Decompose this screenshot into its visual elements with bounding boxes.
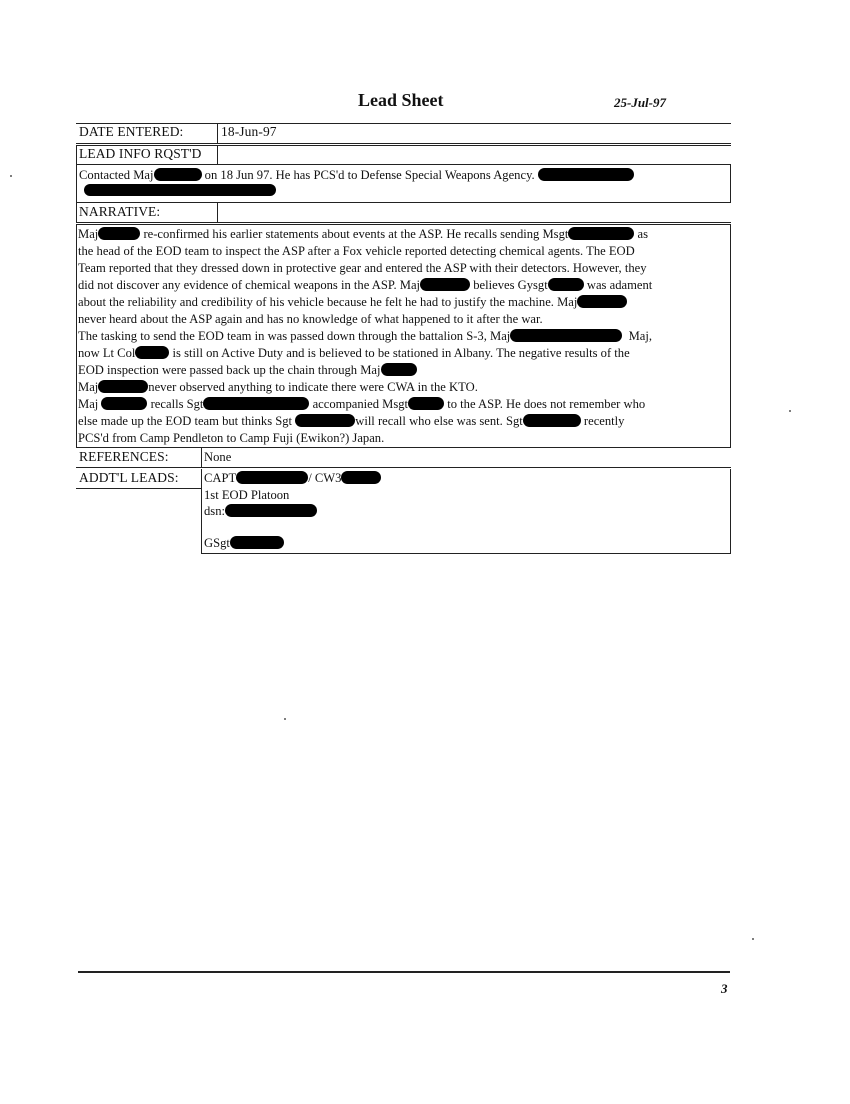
narrative-line: the head of the EOD team to inspect the ASP after a Fox vehicle reported detecting chemical agents. The EOD [78,244,635,258]
rule [76,467,731,468]
lead-info-text-2: on 18 Jun 97. He has PCS'd to Defense Special Weapons Agency. [204,168,535,182]
redaction [98,227,140,240]
redaction [101,397,147,410]
redaction [135,346,169,359]
narrative-line: never heard about the ASP again and has no knowledge of what happened to it after the war. [78,312,543,326]
narrative-text: as [637,227,649,241]
date-entered-value: 18-Jun-97 [221,124,277,139]
narrative-text: to the ASP. He does not remember who [447,397,646,411]
lead-info-text [79,167,634,184]
rule [730,469,731,554]
references-label: REFERENCES: [79,449,169,464]
redaction [84,184,276,196]
date-entered-label: DATE ENTERED: [79,124,184,139]
narrative-text: re-confirmed his earlier statements about events at the ASP. He recalls sending Msgt [143,227,569,241]
narrative-text: about the reliability and credibility of his vehicle because he felt he had to justify the machine. Maj [78,295,578,309]
narrative-line [78,413,624,430]
lead-text: / CW3 [308,471,342,485]
narrative-text: will recall who else was sent. Sgt [355,414,523,428]
narrative-text: Maj [78,397,99,411]
narrative-text: believes Gysgt [473,278,548,292]
narrative-text: is still on Active Duty and is believed to be stationed in Albany. The negative results of the [172,346,630,360]
redaction [341,471,381,484]
narrative-text: was adament [586,278,653,292]
redaction [225,504,317,517]
narrative-line [78,379,478,396]
narrative-line: Team reported that they dressed down in protective gear and entered the ASP with their detectors. However, they [78,261,647,275]
scan-speck [284,718,286,720]
redaction [548,278,584,291]
rule [730,224,731,447]
redaction [230,536,284,549]
redaction [98,380,148,393]
page-title: Lead Sheet [358,90,444,110]
lead-line [204,535,284,552]
scan-speck [789,410,791,412]
rule [76,145,77,164]
redaction [154,168,202,181]
lead-line [204,470,381,487]
rule [201,553,731,554]
narrative-text: did not discover any evidence of chemical weapons in the ASP. Maj [78,278,421,292]
lead-info-label: LEAD INFO RQST'D [79,146,202,161]
narrative-label: NARRATIVE: [79,204,161,219]
narrative-text: now Lt Col [78,346,136,360]
rule [76,222,731,223]
lead-line [204,503,317,520]
narrative-text: never observed anything to indicate there were CWA in the KTO. [148,380,478,394]
rule [76,488,202,489]
rule [201,447,202,468]
narrative-text: Maj, [628,329,653,343]
narrative-line [78,277,652,294]
narrative-text: recently [583,414,625,428]
rule [76,164,77,202]
redaction [538,168,634,181]
narrative-text: EOD inspection were passed back up the chain through Maj [78,363,381,377]
redaction [577,295,627,308]
rule [76,164,731,165]
scan-speck [10,175,12,177]
lead-line: 1st EOD Platoon [204,488,290,502]
rule [76,143,731,144]
narrative-line [78,362,417,379]
redaction [523,414,581,427]
lead-info-text-1: Contacted Maj [79,168,154,182]
rule [217,202,218,222]
narrative-text: Maj [78,227,99,241]
narrative-text: else made up the EOD team but thinks Sgt [78,414,293,428]
rule [201,469,202,554]
rule [76,447,731,448]
narrative-line [78,345,630,362]
lead-text: dsn: [204,504,225,518]
narrative-text: accompanied Msgt [312,397,409,411]
redaction [236,471,308,484]
lead-text: CAPT [204,471,237,485]
addtl-leads-label: ADDT'L LEADS: [79,470,179,485]
narrative-line [78,294,627,311]
rule [76,202,731,203]
narrative-text: Maj [78,380,99,394]
narrative-line: PCS'd from Camp Pendleton to Camp Fuji (Ewikon?) Japan. [78,431,385,445]
rule [730,164,731,202]
narrative-text: The tasking to send the EOD team in was passed down through the battalion S-3, Maj [78,329,511,343]
narrative-line [78,396,645,413]
rule [217,145,218,164]
narrative-line [78,328,652,345]
rule [217,123,218,143]
rule [76,224,731,225]
redaction [510,329,622,342]
references-value: None [204,450,232,464]
lead-text: GSgt [204,536,230,550]
redaction [381,363,417,376]
scan-speck [752,938,754,940]
report-date: 25-Jul-97 [614,95,666,110]
redaction [568,227,634,240]
narrative-text: recalls Sgt [150,397,204,411]
redaction [203,397,309,410]
narrative-line [78,226,648,243]
redaction [408,397,444,410]
redaction [420,278,470,291]
rule [76,224,77,447]
redaction [295,414,355,427]
page-number: 3 [721,981,728,996]
rule [76,202,77,222]
footer-rule [78,971,730,973]
